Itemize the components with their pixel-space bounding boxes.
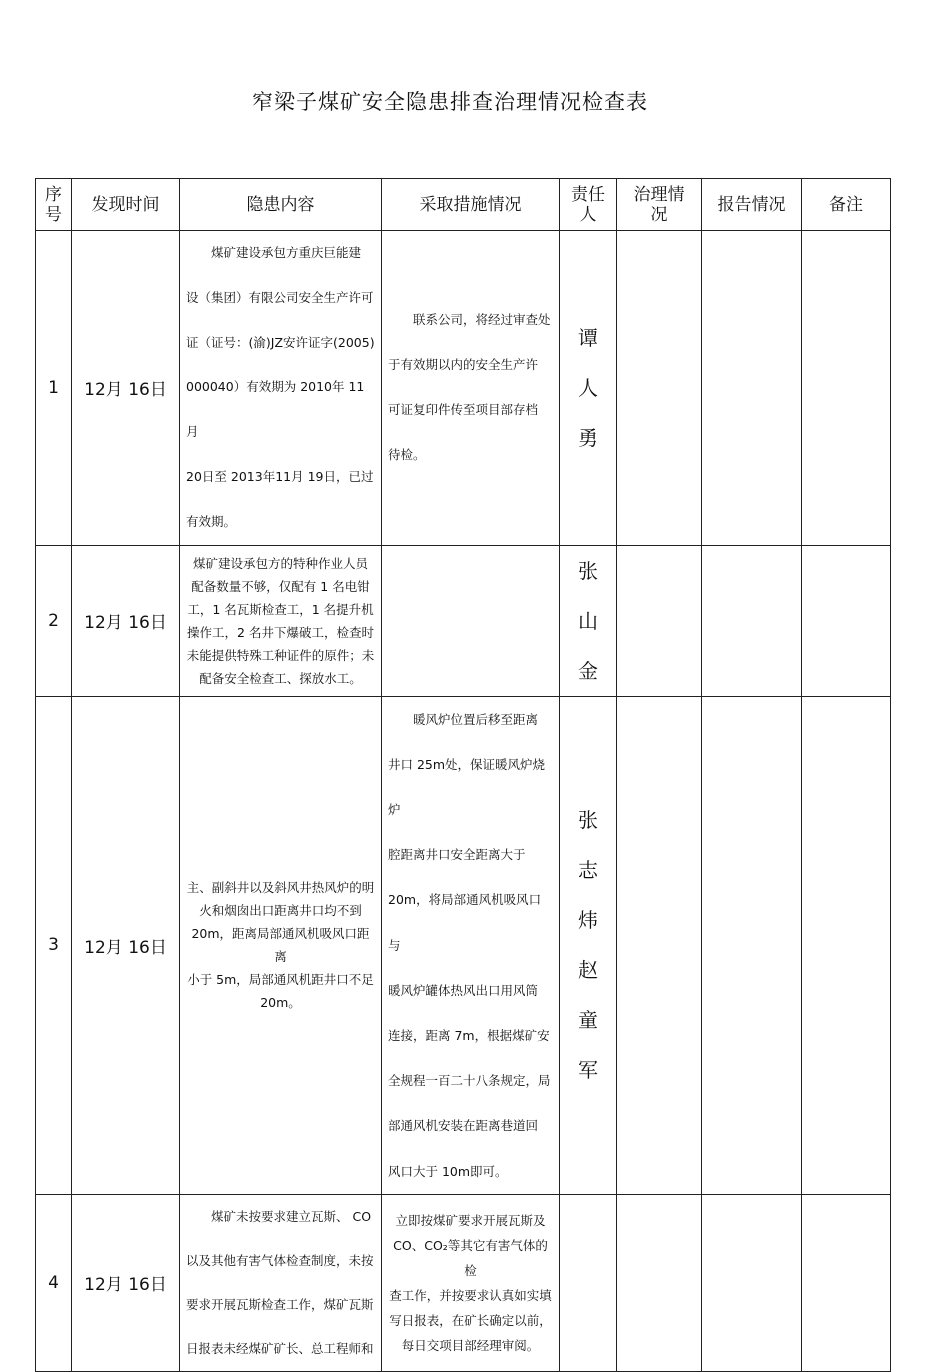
table-row xyxy=(36,545,891,696)
row-measures: 暖风炉位置后移至距离 井口 25m处，保证暖风炉烧炉 腔距离井口安全距离大于 20m，将局部通风机吸风口与 暖风炉罐体热风出口用风筒 连接，距离 7m，根据煤矿安 全规程一百二十八条规定，局 部通风机安装在距离巷道回 风口大于 10m即可。 xyxy=(382,696,560,1194)
inspection-table xyxy=(35,178,891,1372)
row-date: 12月 16日 xyxy=(72,231,180,546)
row-measures: 联系公司，将经过审查处 于有效期以内的安全生产许 可证复印件传至项目部存档 待检。 xyxy=(382,231,560,546)
row-hazard: 主、副斜井以及斜风井热风炉的明 火和烟囱出口距离井口均不到 20m，距离局部通风机吸风口距离 小于 5m，局部通风机距井口不足 20m。 xyxy=(180,696,382,1194)
row-hazard: 煤矿建设承包方的特种作业人员 配备数量不够，仅配有 1 名电钳 工，1 名瓦斯检查工，1 名提升机 操作工，2 名井下爆破工，检查时 未能提供特殊工种证件的原件；未 配备安全检查工、探放水工。 xyxy=(180,545,382,696)
row-no: 1 xyxy=(36,231,72,546)
row-treatment xyxy=(617,696,702,1194)
row-measures xyxy=(382,545,560,696)
row-remark xyxy=(802,545,891,696)
header-responsible: 责任 人 xyxy=(560,179,617,231)
header-no: 序 号 xyxy=(36,179,72,231)
row-report xyxy=(702,696,802,1194)
row-treatment xyxy=(617,231,702,546)
header-report: 报告情况 xyxy=(702,179,802,231)
row-date: 12月 16日 xyxy=(72,696,180,1194)
row-report xyxy=(702,231,802,546)
row-hazard: 煤矿建设承包方重庆巨能建 设（集团）有限公司安全生产许可 证（证号：(渝)JZ安许证字(2005) 000040）有效期为 2010年 11 月 20日至 2013年11月 19日，已过 有效期。 xyxy=(180,231,382,546)
row-date: 12月 16日 xyxy=(72,1194,180,1371)
row-report xyxy=(702,545,802,696)
row-remark xyxy=(802,696,891,1194)
row-no: 2 xyxy=(36,545,72,696)
table-row xyxy=(36,696,891,1194)
header-treatment: 治理情 况 xyxy=(617,179,702,231)
header-date: 发现时间 xyxy=(72,179,180,231)
header-measures: 采取措施情况 xyxy=(382,179,560,231)
header-remark: 备注 xyxy=(802,179,891,231)
row-measures: 立即按煤矿要求开展瓦斯及 CO、CO₂等其它有害气体的检 查工作，并按要求认真如实填 写日报表，在矿长确定以前， 每日交项目部经理审阅。 xyxy=(382,1194,560,1371)
table-row xyxy=(36,231,891,546)
row-treatment xyxy=(617,545,702,696)
row-remark xyxy=(802,231,891,546)
row-no: 3 xyxy=(36,696,72,1194)
row-date: 12月 16日 xyxy=(72,545,180,696)
table-header-row xyxy=(36,179,891,231)
row-hazard: 煤矿未按要求建立瓦斯、 CO 以及其他有害气体检查制度，未按 要求开展瓦斯检查工作，煤矿瓦斯 日报表未经煤矿矿长、总工程师和 xyxy=(180,1194,382,1371)
row-responsible: 谭 人 勇 xyxy=(560,231,617,546)
document-title: 窄梁子煤矿安全隐患排查治理情况检查表 xyxy=(252,90,648,114)
row-no: 4 xyxy=(36,1194,72,1371)
row-responsible: 张 山 金 xyxy=(560,545,617,696)
row-responsible: 张 志 炜 赵 童 军 xyxy=(560,696,617,1194)
header-hazard: 隐患内容 xyxy=(180,179,382,231)
